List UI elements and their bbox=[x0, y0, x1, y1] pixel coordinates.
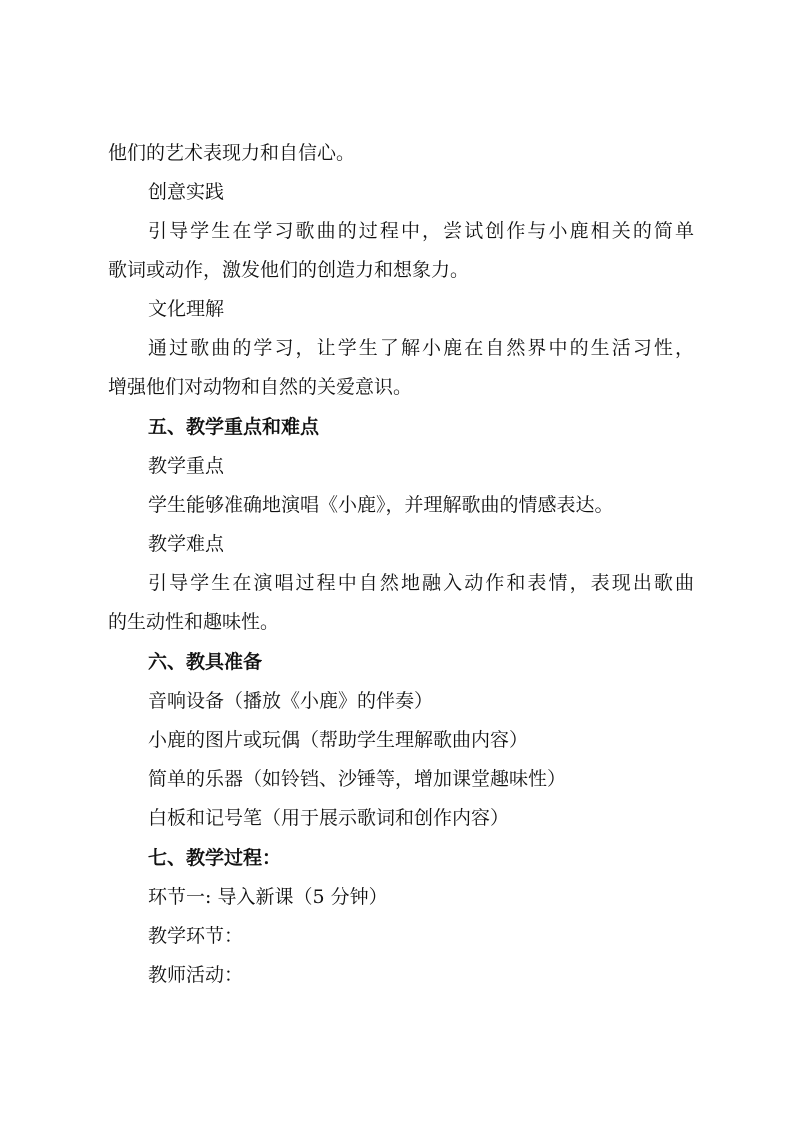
paragraph-line: 学生能够准确地演唱《小鹿》，并理解歌曲的情感表达。 bbox=[148, 494, 614, 516]
subheading-creative-practice: 创意实践 bbox=[148, 181, 225, 203]
paragraph-line: 他们的艺术表现力和自信心。 bbox=[108, 142, 356, 164]
section-heading-teaching-aids: 六、教具准备 bbox=[148, 651, 263, 673]
list-item: 音响设备（播放《小鹿》的伴奏） bbox=[148, 690, 434, 712]
paragraph-line: 的生动性和趣味性。 bbox=[108, 611, 280, 633]
section-heading-teaching-process: 七、教学过程： bbox=[148, 847, 282, 869]
paragraph-line: 教学环节： bbox=[148, 925, 244, 947]
subheading-cultural-understanding: 文化理解 bbox=[148, 298, 225, 320]
list-item: 简单的乐器（如铃铛、沙锤等，增加课堂趣味性） bbox=[148, 768, 567, 790]
paragraph-line: 增强他们对动物和自然的关爱意识。 bbox=[108, 376, 413, 398]
paragraph-line: 通过歌曲的学习，让学生了解小鹿在自然界中的生活习性， bbox=[148, 337, 694, 359]
paragraph-line: 环节一: 导入新课（5 分钟） bbox=[148, 886, 388, 908]
list-item: 小鹿的图片或玩偶（帮助学生理解歌曲内容） bbox=[148, 729, 529, 751]
subheading-teaching-difficulty: 教学难点 bbox=[148, 533, 225, 555]
list-item: 白板和记号笔（用于展示歌词和创作内容） bbox=[148, 807, 510, 829]
paragraph-line: 教师活动： bbox=[148, 964, 244, 986]
section-heading-key-points: 五、教学重点和难点 bbox=[148, 416, 320, 438]
paragraph-line: 引导学生在学习歌曲的过程中，尝试创作与小鹿相关的简单 bbox=[148, 220, 694, 242]
subheading-teaching-focus: 教学重点 bbox=[148, 455, 225, 477]
paragraph-line: 引导学生在演唱过程中自然地融入动作和表情，表现出歌曲 bbox=[148, 572, 694, 594]
paragraph-line: 歌词或动作，激发他们的创造力和想象力。 bbox=[108, 259, 470, 281]
